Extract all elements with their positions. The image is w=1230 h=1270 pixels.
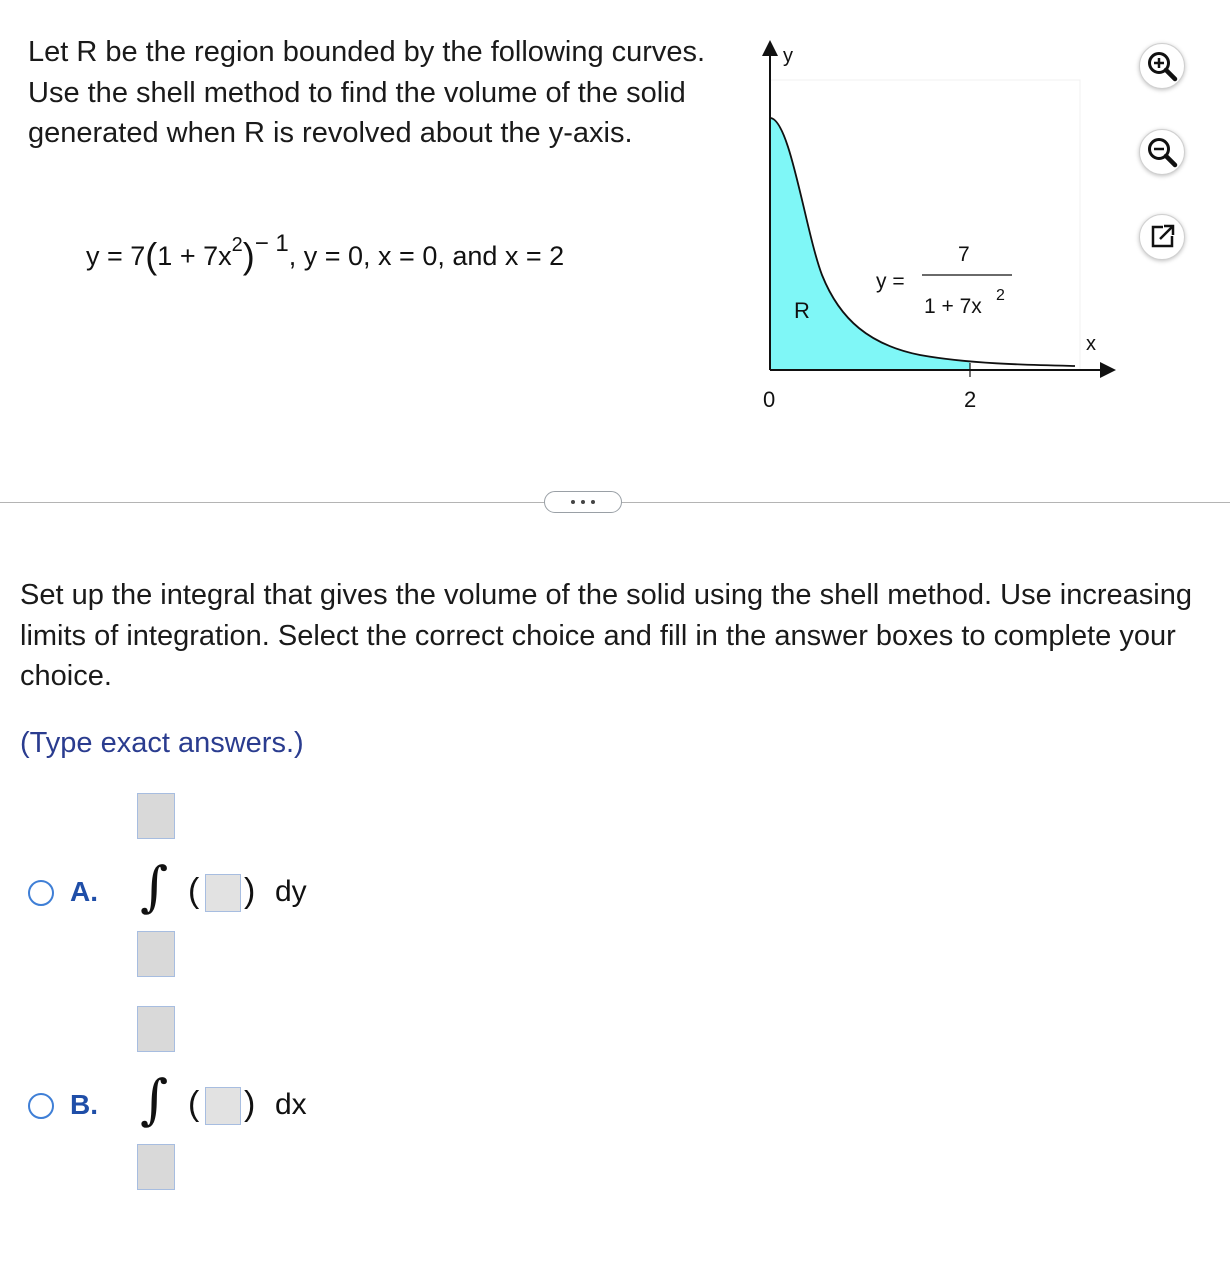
equation-lhs: y = 7 <box>86 241 146 271</box>
x-axis-label: x <box>1086 333 1096 355</box>
choice-b-differential: dx <box>275 1088 307 1121</box>
choice-a-integrand[interactable] <box>205 874 241 912</box>
problem-equation <box>86 232 564 274</box>
popout-button[interactable] <box>1139 214 1185 260</box>
choice-b-lower-limit[interactable] <box>137 1144 175 1190</box>
choice-b-integral-sign: ∫ <box>140 1068 169 1131</box>
choice-a-open-paren: ( <box>188 872 200 910</box>
region-label: R <box>794 298 810 323</box>
choice-b-open-paren: ( <box>188 1085 200 1123</box>
question-instructions: Set up the integral that gives the volume of the solid using the shell method. Use increasing limits of integration. Select the correct choice and fill in the answer boxes to complete your choice. <box>20 579 1192 692</box>
equation-open-paren: ( <box>145 235 158 276</box>
curve-label-denominator-exp: 2 <box>996 287 1005 304</box>
region-graph <box>730 30 1130 420</box>
equation-rest: , y = 0, x = 0, and x = 2 <box>288 241 565 271</box>
choice-b-radio[interactable] <box>28 1093 54 1119</box>
curve-label-lhs: y = <box>876 270 905 293</box>
problem-statement: Let R be the region bounded by the following curves. Use the shell method to find the volume of the solid generated when R is revolved about the y-axis. <box>28 36 706 149</box>
answer-hint: (Type exact answers.) <box>20 727 304 759</box>
zoom-in-icon <box>1145 49 1179 83</box>
curve-label-numerator: 7 <box>958 243 970 266</box>
choice-a-close-paren: ) <box>244 872 256 910</box>
origin-label: 0 <box>763 387 776 412</box>
zoom-out-button[interactable] <box>1139 129 1185 175</box>
choice-a-lower-limit[interactable] <box>137 931 175 977</box>
ellipsis-dot <box>591 500 595 504</box>
choice-a-integral-sign: ∫ <box>140 855 169 918</box>
zoom-in-button[interactable] <box>1139 43 1185 89</box>
choice-b-upper-limit[interactable] <box>137 1006 175 1052</box>
choice-b-close-paren: ) <box>244 1085 256 1123</box>
choice-b-label[interactable]: B. <box>70 1089 98 1120</box>
choice-a-label[interactable]: A. <box>70 876 98 907</box>
choice-b-integrand[interactable] <box>205 1087 241 1125</box>
choice-a-differential: dy <box>275 875 307 908</box>
ellipsis-dot <box>571 500 575 504</box>
zoom-out-icon <box>1145 135 1179 169</box>
equation-inner: 1 + 7x <box>157 241 232 271</box>
more-options-button[interactable] <box>544 491 622 513</box>
choice-a-upper-limit[interactable] <box>137 793 175 839</box>
ellipsis-dot <box>581 500 585 504</box>
y-axis-label: y <box>783 45 793 67</box>
popout-icon <box>1147 222 1177 252</box>
x-tick-label: 2 <box>964 387 977 412</box>
equation-outer-exponent: − 1 <box>254 230 289 257</box>
choice-a-radio[interactable] <box>28 880 54 906</box>
equation-inner-exponent: 2 <box>231 234 243 256</box>
equation-close-paren: ) <box>242 235 255 276</box>
curve-label-denominator: 1 + 7x <box>924 295 982 318</box>
